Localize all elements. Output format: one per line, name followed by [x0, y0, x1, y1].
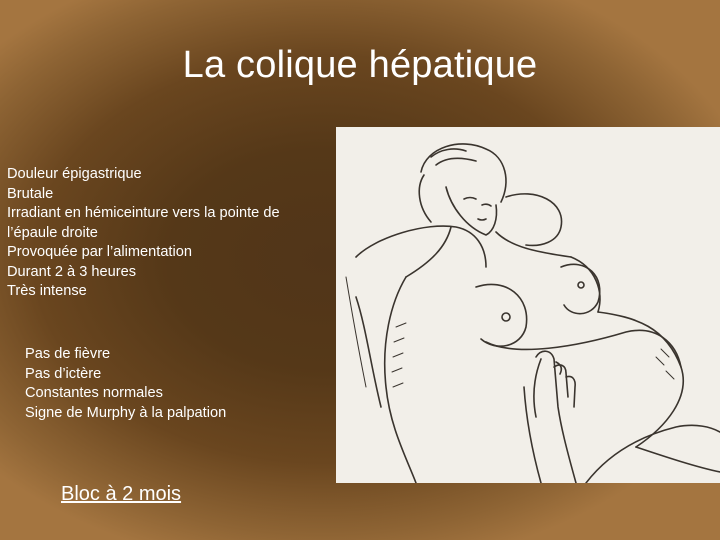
- slide-title: La colique hépatique: [182, 44, 538, 86]
- patient-illustration: [336, 127, 720, 483]
- bloc-link[interactable]: Bloc à 2 mois: [61, 483, 182, 505]
- symptom-item: Douleur épigastrique: [7, 166, 142, 182]
- symptom-item: Irradiant en hémiceinture vers la pointe de: [7, 205, 280, 221]
- patient-palpation-drawing: [336, 127, 720, 483]
- symptom-item: Brutale: [7, 185, 54, 202]
- finding-item: Pas de fièvre: [25, 346, 111, 362]
- finding-item: Signe de Murphy à la palpation: [25, 404, 227, 421]
- finding-item: Pas d’ictère: [25, 365, 102, 382]
- symptom-item: l’épaule droite: [7, 224, 98, 241]
- symptom-item: Très intense: [7, 283, 87, 299]
- symptoms-list: [7, 165, 337, 302]
- finding-item: Constantes normales: [25, 385, 163, 401]
- symptom-item: Durant 2 à 3 heures: [7, 263, 136, 280]
- symptom-item: Provoquée par l’alimentation: [7, 244, 192, 260]
- findings-list: [25, 345, 335, 423]
